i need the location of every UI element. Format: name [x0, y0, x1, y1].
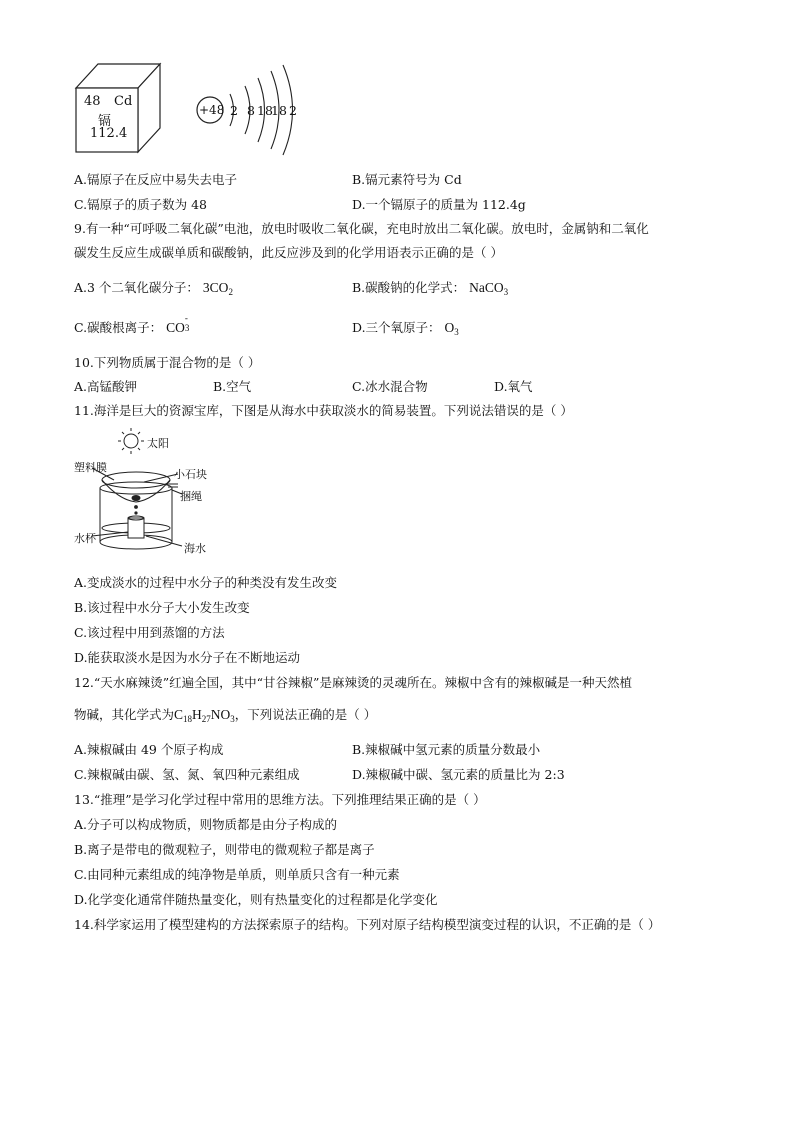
q8-option-b: B.镉元素符号为 Cd [352, 172, 462, 187]
q10-option-c: C.冰水混合物 [352, 379, 428, 394]
shell-1: 2 [230, 103, 238, 118]
q12-option-b: B.辣椒碱中氢元素的质量分数最小 [352, 742, 541, 757]
q13-option-d: D.化学变化通常伴随热量变化，则有热量变化的过程都是化学变化 [74, 892, 438, 907]
shell-4: 18 [271, 103, 287, 118]
q10-option-d: D.氧气 [494, 379, 533, 394]
q10-option-a: A.高锰酸钾 [74, 379, 138, 394]
q12-stem-line2: 物碱，其化学式为$C_{18}H_{27}NO_3$，下列说法正确的是（ ） [74, 707, 377, 724]
element-mass: 112.4 [90, 126, 128, 141]
q9-option-b-formula: NaCO$_3$ [469, 280, 509, 297]
q12-formula: $C_{18}H_{27}NO_3$ [174, 707, 235, 724]
q12-option-c: C.辣椒碱由碳、氢、氮、氧四种元素组成 [74, 767, 300, 782]
q8-option-c: C.镉原子的质子数为 48 [74, 197, 207, 212]
fig-label-sun: 太阳 [147, 437, 169, 450]
q9-option-b-text: B.碳酸钠的化学式： [352, 280, 466, 295]
q10-stem: 10.下列物质属于混合物的是（ ） [74, 355, 261, 370]
fig-label-seawater: 海水 [184, 542, 206, 555]
q9-option-a-formula: $3CO_2$ [202, 280, 233, 297]
q13-option-c: C.由同种元素组成的纯净物是单质，则单质只含有一种元素 [74, 867, 400, 882]
nucleus-charge: +48 [199, 103, 225, 117]
fig-label-film: 塑料膜 [74, 461, 107, 474]
sun-icon [118, 428, 144, 454]
q11-option-a: A.变成淡水的过程中水分子的种类没有发生改变 [74, 575, 338, 590]
q9-option-a-text: A.3 个二氧化碳分子： [74, 280, 199, 295]
q9-option-c [74, 313, 192, 336]
q12-option-d: D.辣椒碱中碳、氢元素的质量比为 2:3 [352, 767, 565, 782]
q12-option-a: A.辣椒碱由 49 个原子构成 [74, 742, 224, 757]
q9-option-b [352, 278, 508, 297]
q9-stem-line1: 9.有一种“可呼吸二氧化碳”电池，放电时吸收二氧化碳，充电时放出二氧化碳。放电时，金属钠和二氧化 [74, 221, 649, 236]
q13-stem: 13.“推理”是学习化学过程中常用的思维方法。下列推理结果正确的是（ ） [74, 792, 486, 807]
q8-option-a: A.镉原子在反应中易失去电子 [74, 172, 238, 187]
q8-option-d: D.一个镉原子的质量为 112.4g [352, 197, 526, 212]
shell-2: 8 [247, 103, 255, 118]
q14-stem: 14.科学家运用了模型建构的方法探索原子的结构。下列对原子结构模型演变过程的认识，不正确的是（ ） [74, 917, 661, 932]
q11-stem: 11.海洋是巨大的资源宝库，下图是从海水中获取淡水的简易装置。下列说法错误的是（ ） [74, 403, 573, 418]
q10-option-b: B.空气 [213, 379, 252, 394]
q9-option-c-formula: CO - 3 [166, 313, 190, 335]
q9-option-a [74, 278, 233, 297]
q13-option-b: B.离子是带电的微观粒子，则带电的微观粒子都是离子 [74, 842, 375, 857]
q9-option-c-text: C.碳酸根离子： [74, 320, 163, 335]
element-atomic-number: 48 [84, 94, 101, 109]
q9-stem-line2: 碳发生反应生成碳单质和碳酸钠，此反应涉及到的化学用语表示正确的是（ ） [74, 245, 503, 260]
shell-3: 18 [257, 103, 273, 118]
fig-label-stone: 小石块 [174, 468, 207, 481]
shell-5: 2 [289, 103, 297, 118]
q9-option-d [352, 318, 459, 337]
q12-stem-line1: 12.“天水麻辣烫”红遍全国，其中“甘谷辣椒”是麻辣烫的灵魂所在。辣椒中含有的辣椒碱是一种天然植 [74, 675, 632, 690]
element-name: 镉 [98, 114, 112, 129]
q11-option-d: D.能获取淡水是因为水分子在不断地运动 [74, 650, 301, 665]
element-symbol: Cd [114, 94, 133, 109]
fig-label-rope: 捆绳 [180, 490, 202, 503]
fig-label-cup: 水杯 [74, 532, 96, 545]
q11-option-c: C.该过程中用到蒸馏的方法 [74, 625, 225, 640]
q11-option-b: B.该过程中水分子大小发生改变 [74, 600, 250, 615]
q9-option-d-text: D.三个氧原子： [352, 320, 441, 335]
q13-option-a: A.分子可以构成物质，则物质都是由分子构成的 [74, 817, 338, 832]
q9-option-d-formula: $O_3$ [444, 320, 459, 337]
